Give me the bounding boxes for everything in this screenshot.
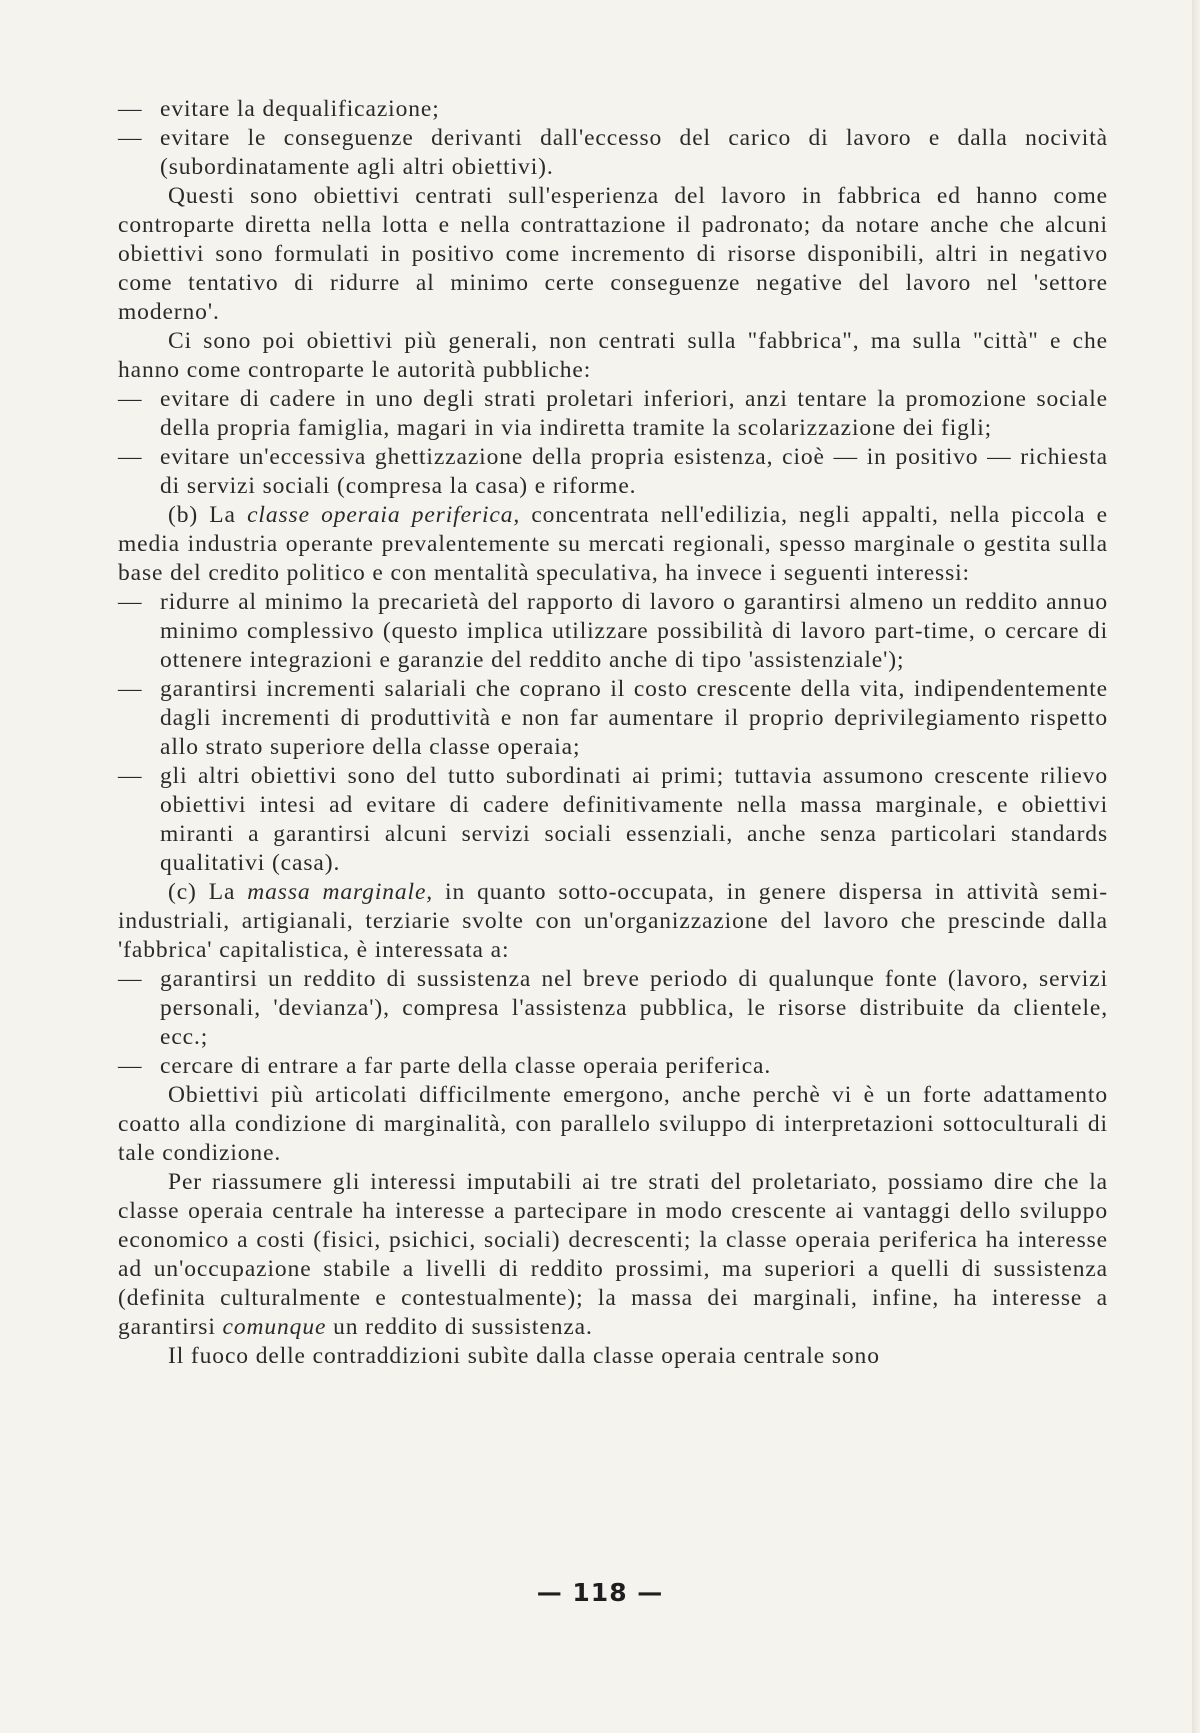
em-dash-bullet: —: [118, 96, 143, 122]
list-item: [118, 1052, 1108, 1081]
italic-term: classe operaia periferica,: [247, 502, 521, 528]
text-run: evitare le conseguenze derivanti dall'eccesso del carico di lavoro e dalla nocività (subordinatamente agli altri obiettivi).: [160, 125, 1108, 180]
paragraph: [118, 501, 1108, 588]
text-run: Obiettivi più articolati difficilmente emergono, anche perchè vi è un forte adattamento coatto alla condizione di marginalità, con parallelo sviluppo di interpretazioni sottoculturali di tale condizione.: [118, 1082, 1108, 1166]
em-dash-bullet: —: [118, 1053, 143, 1079]
em-dash-bullet: —: [118, 444, 143, 470]
text-run: Ci sono poi obiettivi più generali, non centrati sulla "fabbrica", ma sulla "città" e che hanno come controparte le autorità pubbliche:: [118, 328, 1108, 383]
text-run: ridurre al minimo la precarietà del rapporto di lavoro o garantirsi almeno un reddito annuo minimo complessivo (questo implica utilizzare possibilità di lavoro part-time, o cercare di ottenere integrazioni e garanzie del reddito anche di tipo 'assistenziale');: [160, 589, 1108, 673]
page-edge-shadow: [1192, 0, 1200, 1733]
em-dash-bullet: —: [118, 386, 143, 412]
page-number: — 118 —: [536, 1578, 664, 1607]
text-run: gli altri obiettivi sono del tutto subordinati ai primi; tuttavia assumono crescente rilievo obiettivi intesi ad evitare di cadere definitivamente nella massa marginale, e obiettivi miranti a garantirsi alcuni servizi sociali essenziali, anche senza particolari standards qualitativi (casa).: [160, 763, 1108, 876]
text-run: Il fuoco delle contraddizioni subìte dalla classe operaia centrale sono: [168, 1343, 880, 1369]
em-dash-bullet: —: [118, 763, 143, 789]
paragraph: [118, 1168, 1108, 1342]
paragraph: [118, 182, 1108, 327]
text-run: concentrata nell'edilizia, negli appalti, nella piccola e media industria operante prevalentemente su mercati regionali, spesso marginale o gestita sulla base del credito politico e con mentalità speculativa, ha invece i seguenti interessi:: [118, 502, 1108, 586]
list-item: [118, 762, 1108, 878]
em-dash-bullet: —: [118, 589, 143, 615]
list-item: [118, 675, 1108, 762]
text-run: (b) La: [168, 502, 248, 528]
text-run: un reddito di sussistenza.: [326, 1314, 593, 1340]
list-item: [118, 124, 1108, 182]
text-run: evitare la dequalificazione;: [160, 96, 440, 122]
paragraph: [118, 1342, 1108, 1371]
text-run: (c) La: [168, 879, 248, 905]
text-run: evitare di cadere in uno degli strati proletari inferiori, anzi tentare la promozione sociale della propria famiglia, magari in via indiretta tramite la scolarizzazione dei figli;: [160, 386, 1108, 441]
list-item: [118, 95, 1108, 124]
paragraph: [118, 878, 1108, 965]
em-dash-bullet: —: [118, 966, 143, 992]
text-run: garantirsi incrementi salariali che coprano il costo crescente della vita, indipendentemente dagli incrementi di produttività e non far aumentare il proprio deprivilegiamento rispetto allo strato superiore della classe operaia;: [160, 676, 1108, 760]
paragraph: [118, 1081, 1108, 1168]
em-dash-bullet: —: [118, 676, 143, 702]
body-text: [118, 95, 1108, 1371]
list-item: [118, 385, 1108, 443]
list-item: [118, 588, 1108, 675]
em-dash-bullet: —: [118, 125, 143, 151]
list-item: [118, 443, 1108, 501]
list-item: [118, 965, 1108, 1052]
italic-term: comunque: [222, 1314, 327, 1340]
italic-term: massa marginale,: [247, 879, 434, 905]
paragraph: [118, 327, 1108, 385]
text-run: Per riassumere gli interessi imputabili ai tre strati del proletariato, possiamo dire che la classe operaia centrale ha interesse a partecipare in modo crescente ai vantaggi dello sviluppo economico a costi (fisici, psichici, sociali) decrescenti; la classe operaia periferica ha interesse ad un'occupazione stabile a livelli di reddito prossimi, ma superiori a quelli di sussistenza (definita culturalmente e contestualmente); la massa dei marginali, infine, ha interesse a garantirsi: [118, 1169, 1108, 1340]
text-run: cercare di entrare a far parte della classe operaia periferica.: [160, 1053, 772, 1079]
text-run: evitare un'eccessiva ghettizzazione della propria esistenza, cioè — in positivo — richiesta di servizi sociali (compresa la casa) e riforme.: [160, 444, 1108, 499]
text-run: Questi sono obiettivi centrati sull'esperienza del lavoro in fabbrica ed hanno come controparte diretta nella lotta e nella contrattazione il padronato; da notare anche che alcuni obiettivi sono formulati in positivo come incremento di risorse disponibili, altri in negativo come tentativo di ridurre al minimo certe conseguenze negative del lavoro nel 'settore moderno'.: [118, 183, 1108, 325]
text-run: garantirsi un reddito di sussistenza nel breve periodo di qualunque fonte (lavoro, servizi personali, 'devianza'), compresa l'assistenza pubblica, le risorse distribuite da clientele, ecc.;: [160, 966, 1108, 1050]
text-run: in quanto sotto-occupata, in genere dispersa in attività semi-industriali, artigianali, terziarie svolte con un'organizzazione del lavoro che prescinde dalla 'fabbrica' capitalistica, è interessata a:: [118, 879, 1108, 963]
